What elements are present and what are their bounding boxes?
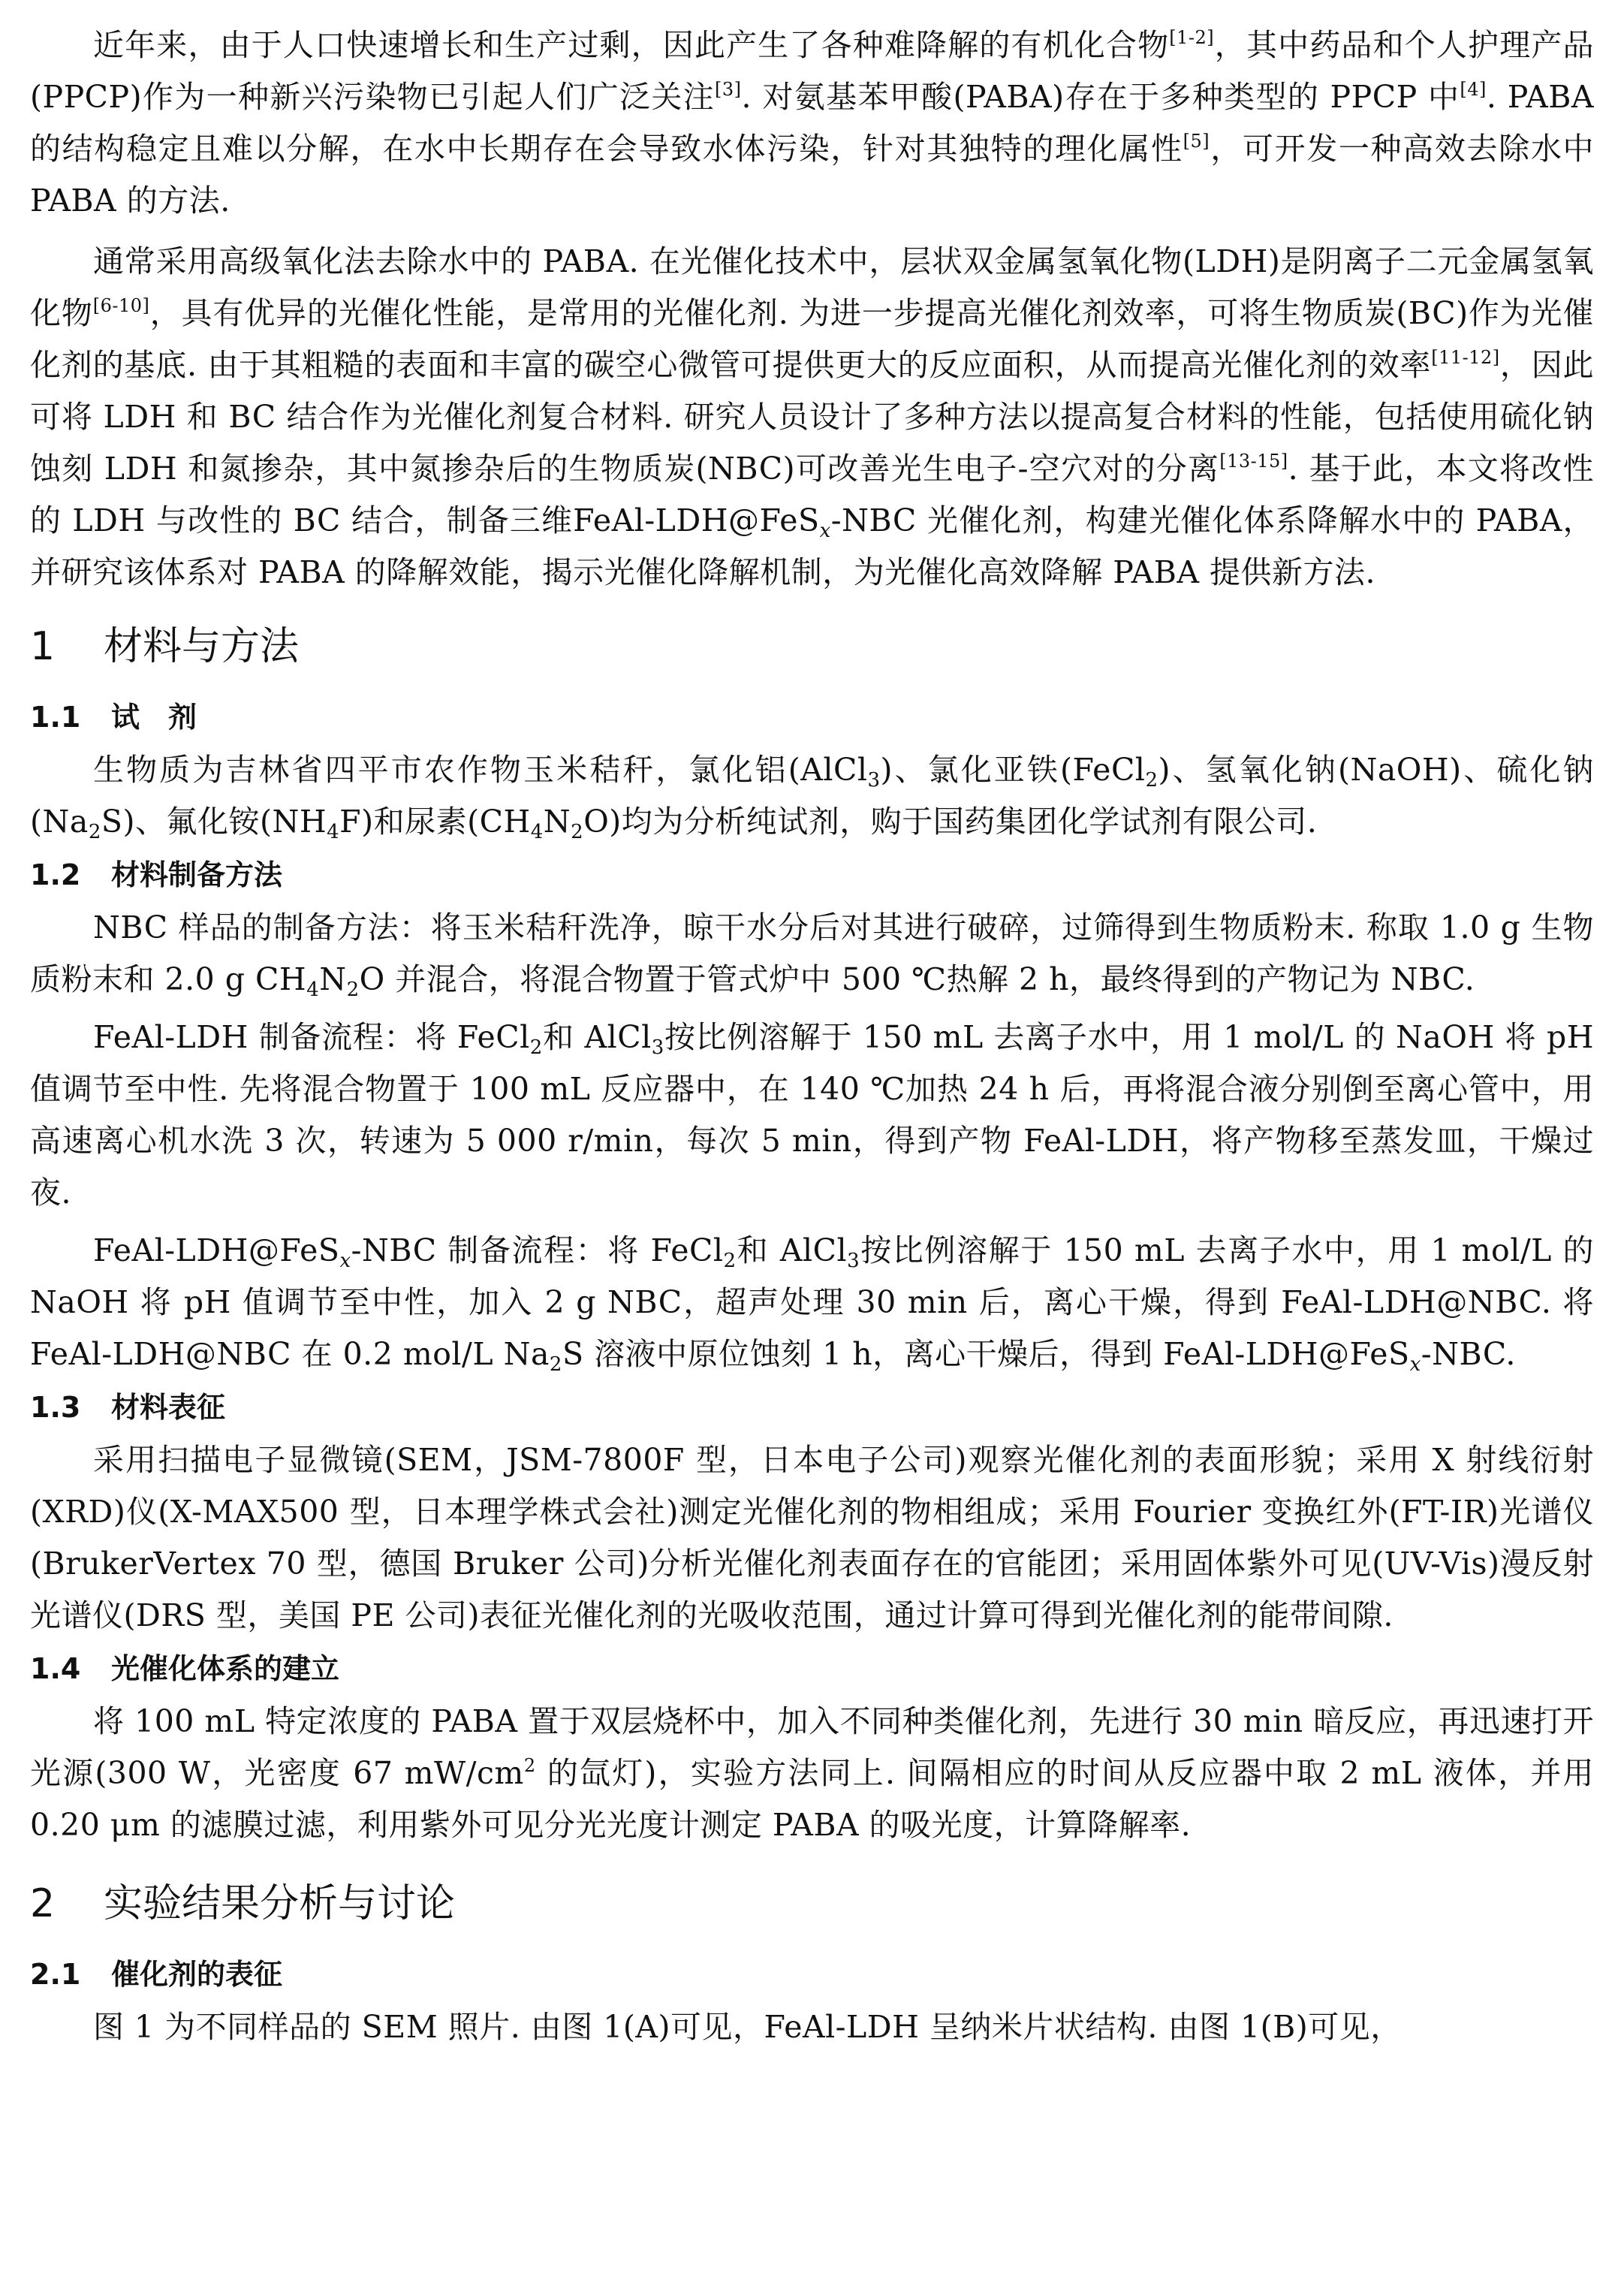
subsection-title: 催化剂的表征: [111, 1958, 283, 1991]
citation: [6-10]: [92, 295, 150, 316]
section-number: 2: [30, 1881, 56, 1926]
subsection-title: 材料制备方法: [111, 858, 283, 891]
characterization-paragraph: 采用扫描电子显微镜(SEM，JSM-7800F 型，日本电子公司)观察光催化剂的表面形貌；采用 X 射线衍射(XRD)仪(X-MAX500 型，日本理学株式会社)测定光催化剂的物相组成；采用 Fourier 变换红外(FT-IR)光谱仪(BrukerVertex 70 型，德国 Bruker 公司)分析光催化剂表面存在的官能团；采用固体紫外可见(UV-Vis)漫反射光谱仪(DRS 型，美国 PE 公司)表征光催化剂的光吸收范围，通过计算可得到光催化剂的能带间隙.: [30, 1442, 1594, 1633]
text-column: [30, 0, 1594, 2053]
subsection-heading-1-3: [30, 1380, 1594, 1434]
subsection-number: 1.1: [30, 701, 81, 734]
subsection-heading-1-1: [30, 690, 1594, 744]
photocatalysis-setup-paragraph: 将 100 mL 特定浓度的 PABA 置于双层烧杯中，加入不同种类催化剂，先进行 30 min 暗反应，再迅速打开光源(300 W，光密度 67 $mW/cm^2$ 的氙灯)，实验方法同上. 间隔相应的时间从反应器中取 2 mL 液体，并用 0.20 μm 的滤膜过滤，利用紫外可见分光光度计测定 PABA 的吸光度，计算降解率.: [30, 1703, 1594, 1843]
ldh-preparation-paragraph: FeAl-LDH 制备流程：将 FeCl2和 AlCl3按比例溶解于 150 mL 去离子水中，用 1 mol/L 的 NaOH 将 pH 值调节至中性. 先将混合物置于 100 mL 反应器中，在 140 ℃加热 24 h 后，再将混合液分别倒至离心管中，用高速离心机水洗 3 次，转速为 5 000 r/min，每次 5 min，得到产物 FeAl-LDH，将产物移至蒸发皿，干燥过夜.: [30, 1019, 1594, 1211]
section-number: 1: [30, 624, 56, 669]
citation: [11-12]: [1431, 347, 1500, 368]
subsection-number: 1.2: [30, 858, 81, 891]
subsection-title: 材料表征: [111, 1391, 226, 1424]
subsection-number: 2.1: [30, 1958, 81, 1991]
intro-paragraph-2: 通常采用高级氧化法去除水中的 PABA. 在光催化技术中，层状双金属氢氧化物(LDH)是阴离子二元金属氢氧化物[6-10]，具有优异的光催化性能，是常用的光催化剂. 为进一步提高光催化剂效率，可将生物质炭(BC)作为光催化剂的基底. 由于其粗糙的表面和丰富的碳空心微管可提供更大的反应面积，从而提高光催化剂的效率[11-12]，因此可将 LDH 和 BC 结合作为光催化剂复合材料. 研究人员设计了多种方法以提高复合材料的性能，包括使用硫化钠蚀刻 LDH 和氮掺杂，其中氮掺杂后的生物质炭(NBC)可改善光生电子-空穴对的分离[13-15]. 基于此，本文将改性的 LDH 与改性的 BC 结合，制备三维FeAl-LDH@FeSx-NBC 光催化剂，构建光催化体系降解水中的 PABA，并研究该体系对 PABA 的降解效能，揭示光催化降解机制，为光催化高效降解 PABA 提供新方法.: [30, 243, 1595, 590]
nbc-preparation-paragraph: NBC 样品的制备方法：将玉米秸秆洗净，晾干水分后对其进行破碎，过筛得到生物质粉末. 称取 1.0 g 生物质粉末和 2.0 g CH4N2O 并混合，将混合物置于管式炉中 500 ℃热解 2 h，最终得到的产物记为 NBC.: [30, 909, 1594, 1001]
composite-preparation-paragraph: FeAl-LDH@FeSx-NBC 制备流程：将 FeCl2和 AlCl3按比例溶解于 150 mL 去离子水中，用 1 mol/L 的 NaOH 将 pH 值调节至中性，加入 2 g NBC，超声处理 30 min 后，离心干燥，得到 FeAl-LDH@NBC. 将 FeAl-LDH@NBC 在 0.2 mol/L Na2S 溶液中原位蚀刻 1 h，离心干燥后，得到 FeAl-LDH@FeSx-NBC.: [30, 1232, 1594, 1376]
subsection-heading-2-1: [30, 1947, 1594, 2001]
sem-paragraph: 图 1 为不同样品的 SEM 照片. 由图 1(A)可见，FeAl-LDH 呈纳米片状结构. 由图 1(B)可见，: [93, 2009, 1402, 2045]
citation: [13-15]: [1219, 451, 1288, 472]
intro-paragraph-1: 近年来，由于人口快速增长和生产过剩，因此产生了各种难降解的有机化合物[1-2]，其中药品和个人护理产品(PPCP)作为一种新兴污染物已引起人们广泛关注[3]. 对氨基苯甲酸(PABA)存在于多种类型的 PPCP 中[4]. PABA 的结构稳定且难以分解，在水中长期存在会导致水体污染，针对其独特的理化属性[5]，可开发一种高效去除水中 PABA 的方法.: [30, 27, 1594, 219]
citation: [5]: [1183, 131, 1210, 152]
reagents-paragraph: 生物质为吉林省四平市农作物玉米秸秆，氯化铝(AlCl3)、氯化亚铁(FeCl2)、氢氧化钠(NaOH)、硫化钠(Na2S)、氟化铵(NH4F)和尿素(CH4N2O)均为分析纯试剂，购于国药集团化学试剂有限公司.: [30, 752, 1594, 843]
section-heading-2: [30, 1866, 1594, 1941]
citation: [3]: [715, 79, 742, 100]
citation: [1-2]: [1169, 27, 1215, 48]
section-title: 材料与方法: [104, 624, 300, 669]
subsection-heading-1-2: [30, 848, 1594, 902]
subsection-heading-1-4: [30, 1642, 1594, 1696]
section-title: 实验结果分析与讨论: [104, 1881, 456, 1926]
subsection-number: 1.3: [30, 1391, 81, 1424]
section-heading-1: [30, 609, 1594, 684]
citation: [4]: [1460, 79, 1487, 100]
subsection-number: 1.4: [30, 1652, 81, 1685]
subsection-title: 试 剂: [111, 701, 197, 734]
subsection-title: 光催化体系的建立: [111, 1652, 340, 1685]
